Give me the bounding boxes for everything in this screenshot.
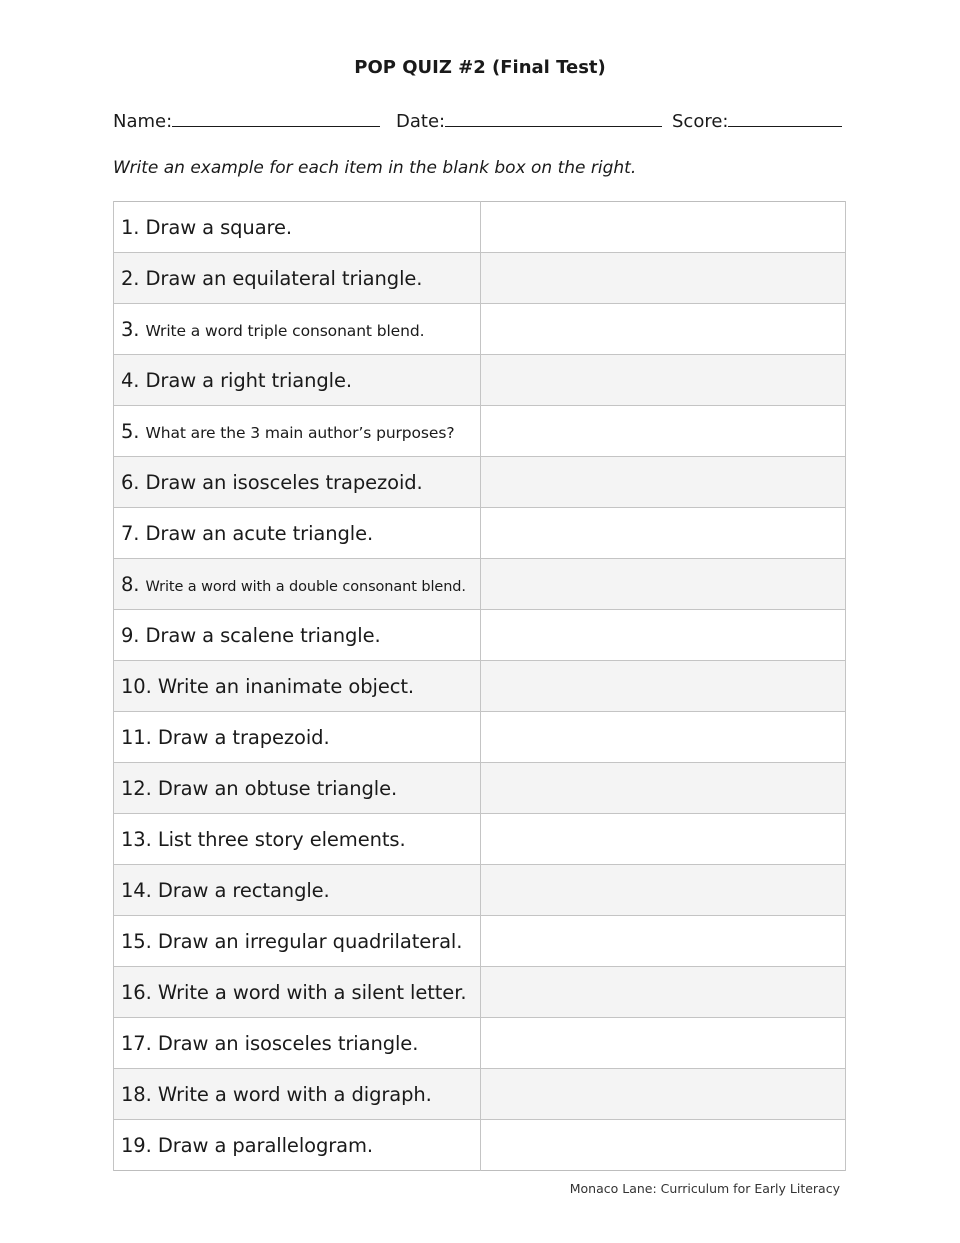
- answer-box[interactable]: [481, 253, 846, 304]
- quiz-row: [114, 967, 846, 1018]
- date-blank-line[interactable]: [445, 107, 662, 127]
- score-field[interactable]: [672, 107, 842, 134]
- question-text: Draw a scalene triangle.: [145, 623, 381, 647]
- answer-box[interactable]: [481, 355, 846, 406]
- question-number: 5.: [121, 419, 140, 443]
- question-number: 12.: [121, 776, 152, 800]
- question-number: 11.: [121, 725, 152, 749]
- score-blank-line[interactable]: [728, 107, 842, 127]
- name-label: Name:: [113, 111, 173, 132]
- question-cell: [114, 559, 481, 610]
- quiz-row: [114, 814, 846, 865]
- answer-box[interactable]: [481, 457, 846, 508]
- answer-box[interactable]: [481, 967, 846, 1018]
- answer-box[interactable]: [481, 508, 846, 559]
- instructions: Write an example for each item in the blank box on the right.: [113, 158, 637, 178]
- quiz-row: [114, 661, 846, 712]
- question-cell: [114, 763, 481, 814]
- question-cell: [114, 1069, 481, 1120]
- answer-box[interactable]: [481, 763, 846, 814]
- question-text: Draw a parallelogram.: [157, 1133, 374, 1157]
- answer-box[interactable]: [481, 916, 846, 967]
- question-number: 10.: [121, 674, 152, 698]
- question-text: What are the 3 main author’s purposes?: [145, 423, 455, 442]
- quiz-row: [114, 1120, 846, 1171]
- question-number: 9.: [121, 623, 140, 647]
- question-text: Draw a square.: [145, 215, 293, 239]
- answer-box[interactable]: [481, 712, 846, 763]
- question-cell: [114, 202, 481, 253]
- question-number: 8.: [121, 572, 140, 596]
- question-number: 15.: [121, 929, 152, 953]
- quiz-row: [114, 763, 846, 814]
- question-number: 14.: [121, 878, 152, 902]
- answer-box[interactable]: [481, 610, 846, 661]
- answer-box[interactable]: [481, 202, 846, 253]
- quiz-row: [114, 610, 846, 661]
- quiz-row: [114, 202, 846, 253]
- question-cell: [114, 406, 481, 457]
- question-cell: [114, 1018, 481, 1069]
- footer-credit: Monaco Lane: Curriculum for Early Literacy: [569, 1181, 840, 1196]
- question-text: Draw a trapezoid.: [157, 725, 330, 749]
- question-text: Draw an irregular quadrilateral.: [157, 929, 463, 953]
- question-text: Write a word with a silent letter.: [157, 980, 467, 1004]
- answer-box[interactable]: [481, 406, 846, 457]
- question-number: 19.: [121, 1133, 152, 1157]
- question-text: Draw an isosceles triangle.: [157, 1031, 419, 1055]
- date-label: Date:: [396, 111, 446, 132]
- question-cell: [114, 661, 481, 712]
- page-title: POP QUIZ #2 (Final Test): [354, 57, 606, 78]
- question-cell: [114, 610, 481, 661]
- quiz-row: [114, 253, 846, 304]
- question-number: 6.: [121, 470, 140, 494]
- question-text: Write a word triple consonant blend.: [145, 321, 425, 340]
- answer-box[interactable]: [481, 559, 846, 610]
- question-text: Write an inanimate object.: [157, 674, 414, 698]
- quiz-table: [113, 201, 846, 1171]
- answer-box[interactable]: [481, 304, 846, 355]
- answer-box[interactable]: [481, 814, 846, 865]
- quiz-row: [114, 865, 846, 916]
- question-cell: [114, 814, 481, 865]
- question-text: Draw an equilateral triangle.: [145, 266, 423, 290]
- question-text: Draw an acute triangle.: [145, 521, 374, 545]
- question-cell: [114, 916, 481, 967]
- question-number: 2.: [121, 266, 140, 290]
- quiz-row: [114, 508, 846, 559]
- answer-box[interactable]: [481, 1069, 846, 1120]
- quiz-row: [114, 1069, 846, 1120]
- question-cell: [114, 253, 481, 304]
- quiz-row: [114, 559, 846, 610]
- question-number: 7.: [121, 521, 140, 545]
- question-number: 18.: [121, 1082, 152, 1106]
- question-number: 13.: [121, 827, 152, 851]
- question-cell: [114, 712, 481, 763]
- quiz-row: [114, 457, 846, 508]
- header-fields: [113, 107, 853, 131]
- question-cell: [114, 457, 481, 508]
- question-number: 3.: [121, 317, 140, 341]
- question-cell: [114, 967, 481, 1018]
- quiz-row: [114, 1018, 846, 1069]
- question-cell: [114, 304, 481, 355]
- question-number: 4.: [121, 368, 140, 392]
- quiz-row: [114, 355, 846, 406]
- question-cell: [114, 355, 481, 406]
- question-number: 16.: [121, 980, 152, 1004]
- quiz-row: [114, 304, 846, 355]
- answer-box[interactable]: [481, 1120, 846, 1171]
- quiz-row: [114, 406, 846, 457]
- quiz-row: [114, 712, 846, 763]
- question-number: 1.: [121, 215, 140, 239]
- question-cell: [114, 865, 481, 916]
- question-text: Draw a rectangle.: [157, 878, 330, 902]
- question-text: Draw an isosceles trapezoid.: [145, 470, 423, 494]
- quiz-row: [114, 916, 846, 967]
- question-text: List three story elements.: [157, 827, 406, 851]
- question-text: Draw a right triangle.: [145, 368, 352, 392]
- question-number: 17.: [121, 1031, 152, 1055]
- question-text: Draw an obtuse triangle.: [157, 776, 398, 800]
- answer-box[interactable]: [481, 661, 846, 712]
- name-field[interactable]: [113, 107, 380, 134]
- question-text: Write a word with a digraph.: [157, 1082, 432, 1106]
- question-cell: [114, 1120, 481, 1171]
- score-label: Score:: [672, 111, 729, 132]
- name-blank-line[interactable]: [172, 107, 380, 127]
- question-text: Write a word with a double consonant blend.: [145, 578, 466, 595]
- date-field[interactable]: [396, 107, 662, 134]
- answer-box[interactable]: [481, 1018, 846, 1069]
- answer-box[interactable]: [481, 865, 846, 916]
- question-cell: [114, 508, 481, 559]
